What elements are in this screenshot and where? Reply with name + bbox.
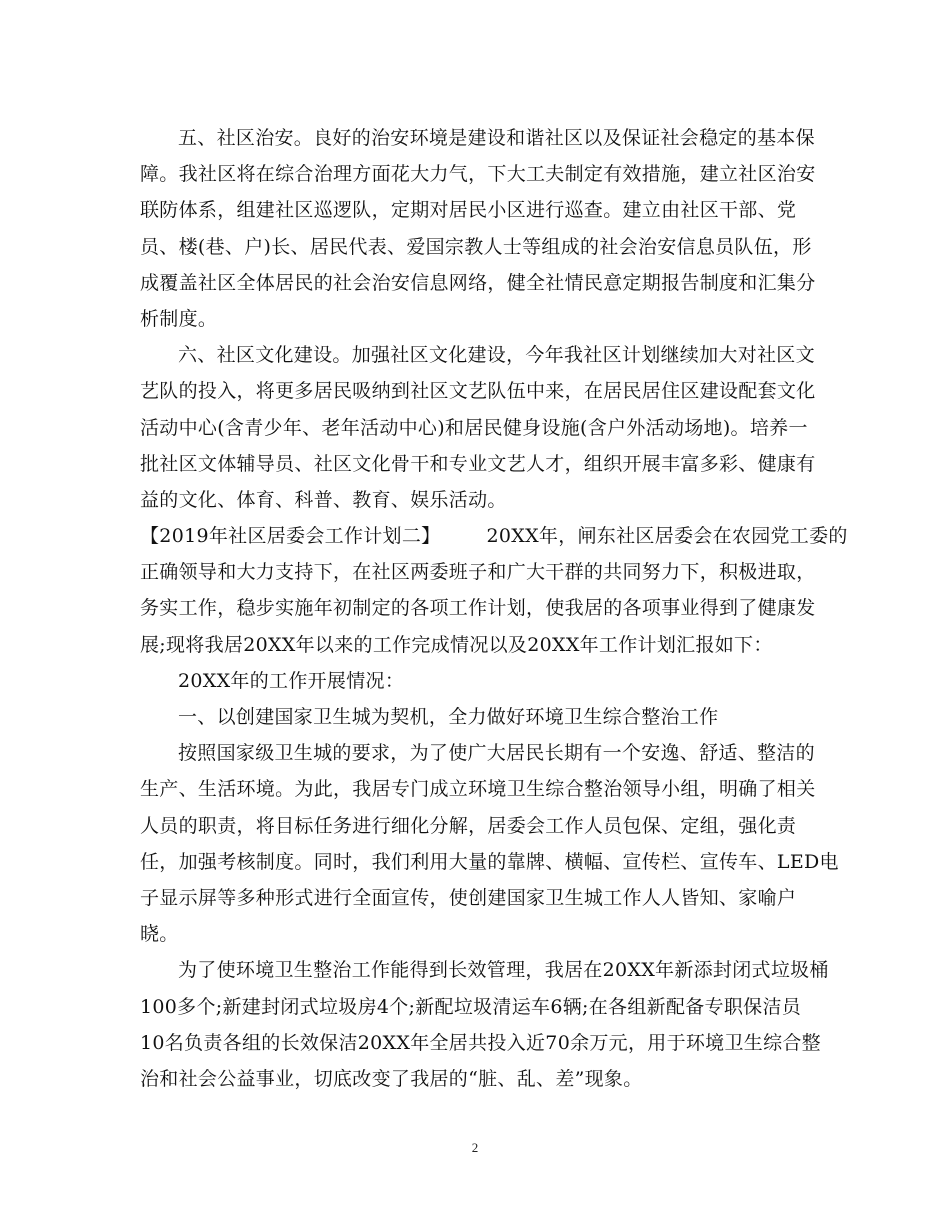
text-line: 10名负责各组的长效保洁20XX年全居共投入近70余万元，用于环境卫生综合整 — [140, 1031, 821, 1054]
paragraph-block-security-culture — [140, 120, 816, 518]
text-line: 障。我社区将在综合治理方面花大力气，下大工夫制定有效措施，建立社区治安 — [140, 163, 816, 186]
section-heading-continuation: 20XX年，闸东社区居委会在农园党工委的 — [486, 525, 848, 548]
text-line: 20XX年的工作开展情况： — [178, 669, 405, 692]
text-line: 任，加强考核制度。同时，我们利用大量的靠牌、横幅、宣传栏、宣传车、LED电 — [140, 850, 839, 873]
text-line: 正确领导和大力支持下，在社区两委班子和广大干群的共同努力下，积极进取， — [140, 561, 816, 584]
text-line: 艺队的投入，将更多居民吸纳到社区文艺队伍中来，在居民居住区建设配套文化 — [140, 380, 816, 403]
text-line: 析制度。 — [140, 307, 218, 330]
text-line: 联防体系，组建社区巡逻队，定期对居民小区进行巡查。建立由社区干部、党 — [140, 199, 797, 222]
page-number: 2 — [471, 1140, 479, 1155]
text-line: 子显示屏等多种形式进行全面宣传，使创建国家卫生城工作人人皆知、家喻户 — [140, 886, 797, 909]
text-line: 为了使环境卫生整治工作能得到长效管理，我居在20XX年新添封闭式垃圾桶 — [178, 959, 829, 982]
text-line: 五、社区治安。良好的治安环境是建设和谐社区以及保证社会稳定的基本保 — [178, 127, 815, 149]
text-line: 成覆盖社区全体居民的社会治安信息网络，健全社情民意定期报告制度和汇集分 — [140, 271, 816, 294]
text-line: 六、社区文化建设。加强社区文化建设，今年我社区计划继续加大对社区文 — [178, 344, 815, 367]
text-line: 100多个;新建封闭式垃圾房4个;新配垃圾清运车6辆;在各组新配备专职保洁员 — [140, 995, 802, 1018]
text-line: 批社区文体辅导员、社区文化骨干和专业文艺人才，组织开展丰富多彩、健康有 — [140, 452, 816, 475]
document-body — [140, 120, 848, 1097]
paragraph-block-work-report — [140, 554, 839, 1097]
section-heading-line — [140, 518, 848, 554]
section-heading: 【2019年社区居委会工作计划二】 — [140, 525, 441, 548]
text-line: 治和社会公益事业，切底改变了我居的“脏、乱、差”现象。 — [140, 1067, 643, 1090]
text-line: 人员的职责，将目标任务进行细化分解，居委会工作人员包保、定组，强化责 — [140, 814, 797, 837]
text-line: 务实工作，稳步实施年初制定的各项工作计划，使我居的各项事业得到了健康发 — [140, 597, 816, 620]
text-line: 晓。 — [140, 923, 179, 946]
text-line: 活动中心(含青少年、老年活动中心)和居民健身设施(含户外活动场地)。培养一 — [140, 416, 808, 439]
text-line: 生产、生活环境。为此，我居专门成立环境卫生综合整治领导小组，明确了相关 — [140, 778, 816, 801]
text-line: 按照国家级卫生城的要求，为了使广大居民长期有一个安逸、舒适、整洁的 — [178, 742, 815, 765]
text-line: 员、楼(巷、户)长、居民代表、爱国宗教人士等组成的社会治安信息员队伍，形 — [140, 235, 812, 258]
text-line: 展;现将我居20XX年以来的工作完成情况以及20XX年工作计划汇报如下： — [140, 633, 773, 656]
text-line: 益的文化、体育、科普、教育、娱乐活动。 — [140, 488, 507, 511]
text-line: 一、以创建国家卫生城为契机，全力做好环境卫生综合整治工作 — [178, 706, 719, 728]
